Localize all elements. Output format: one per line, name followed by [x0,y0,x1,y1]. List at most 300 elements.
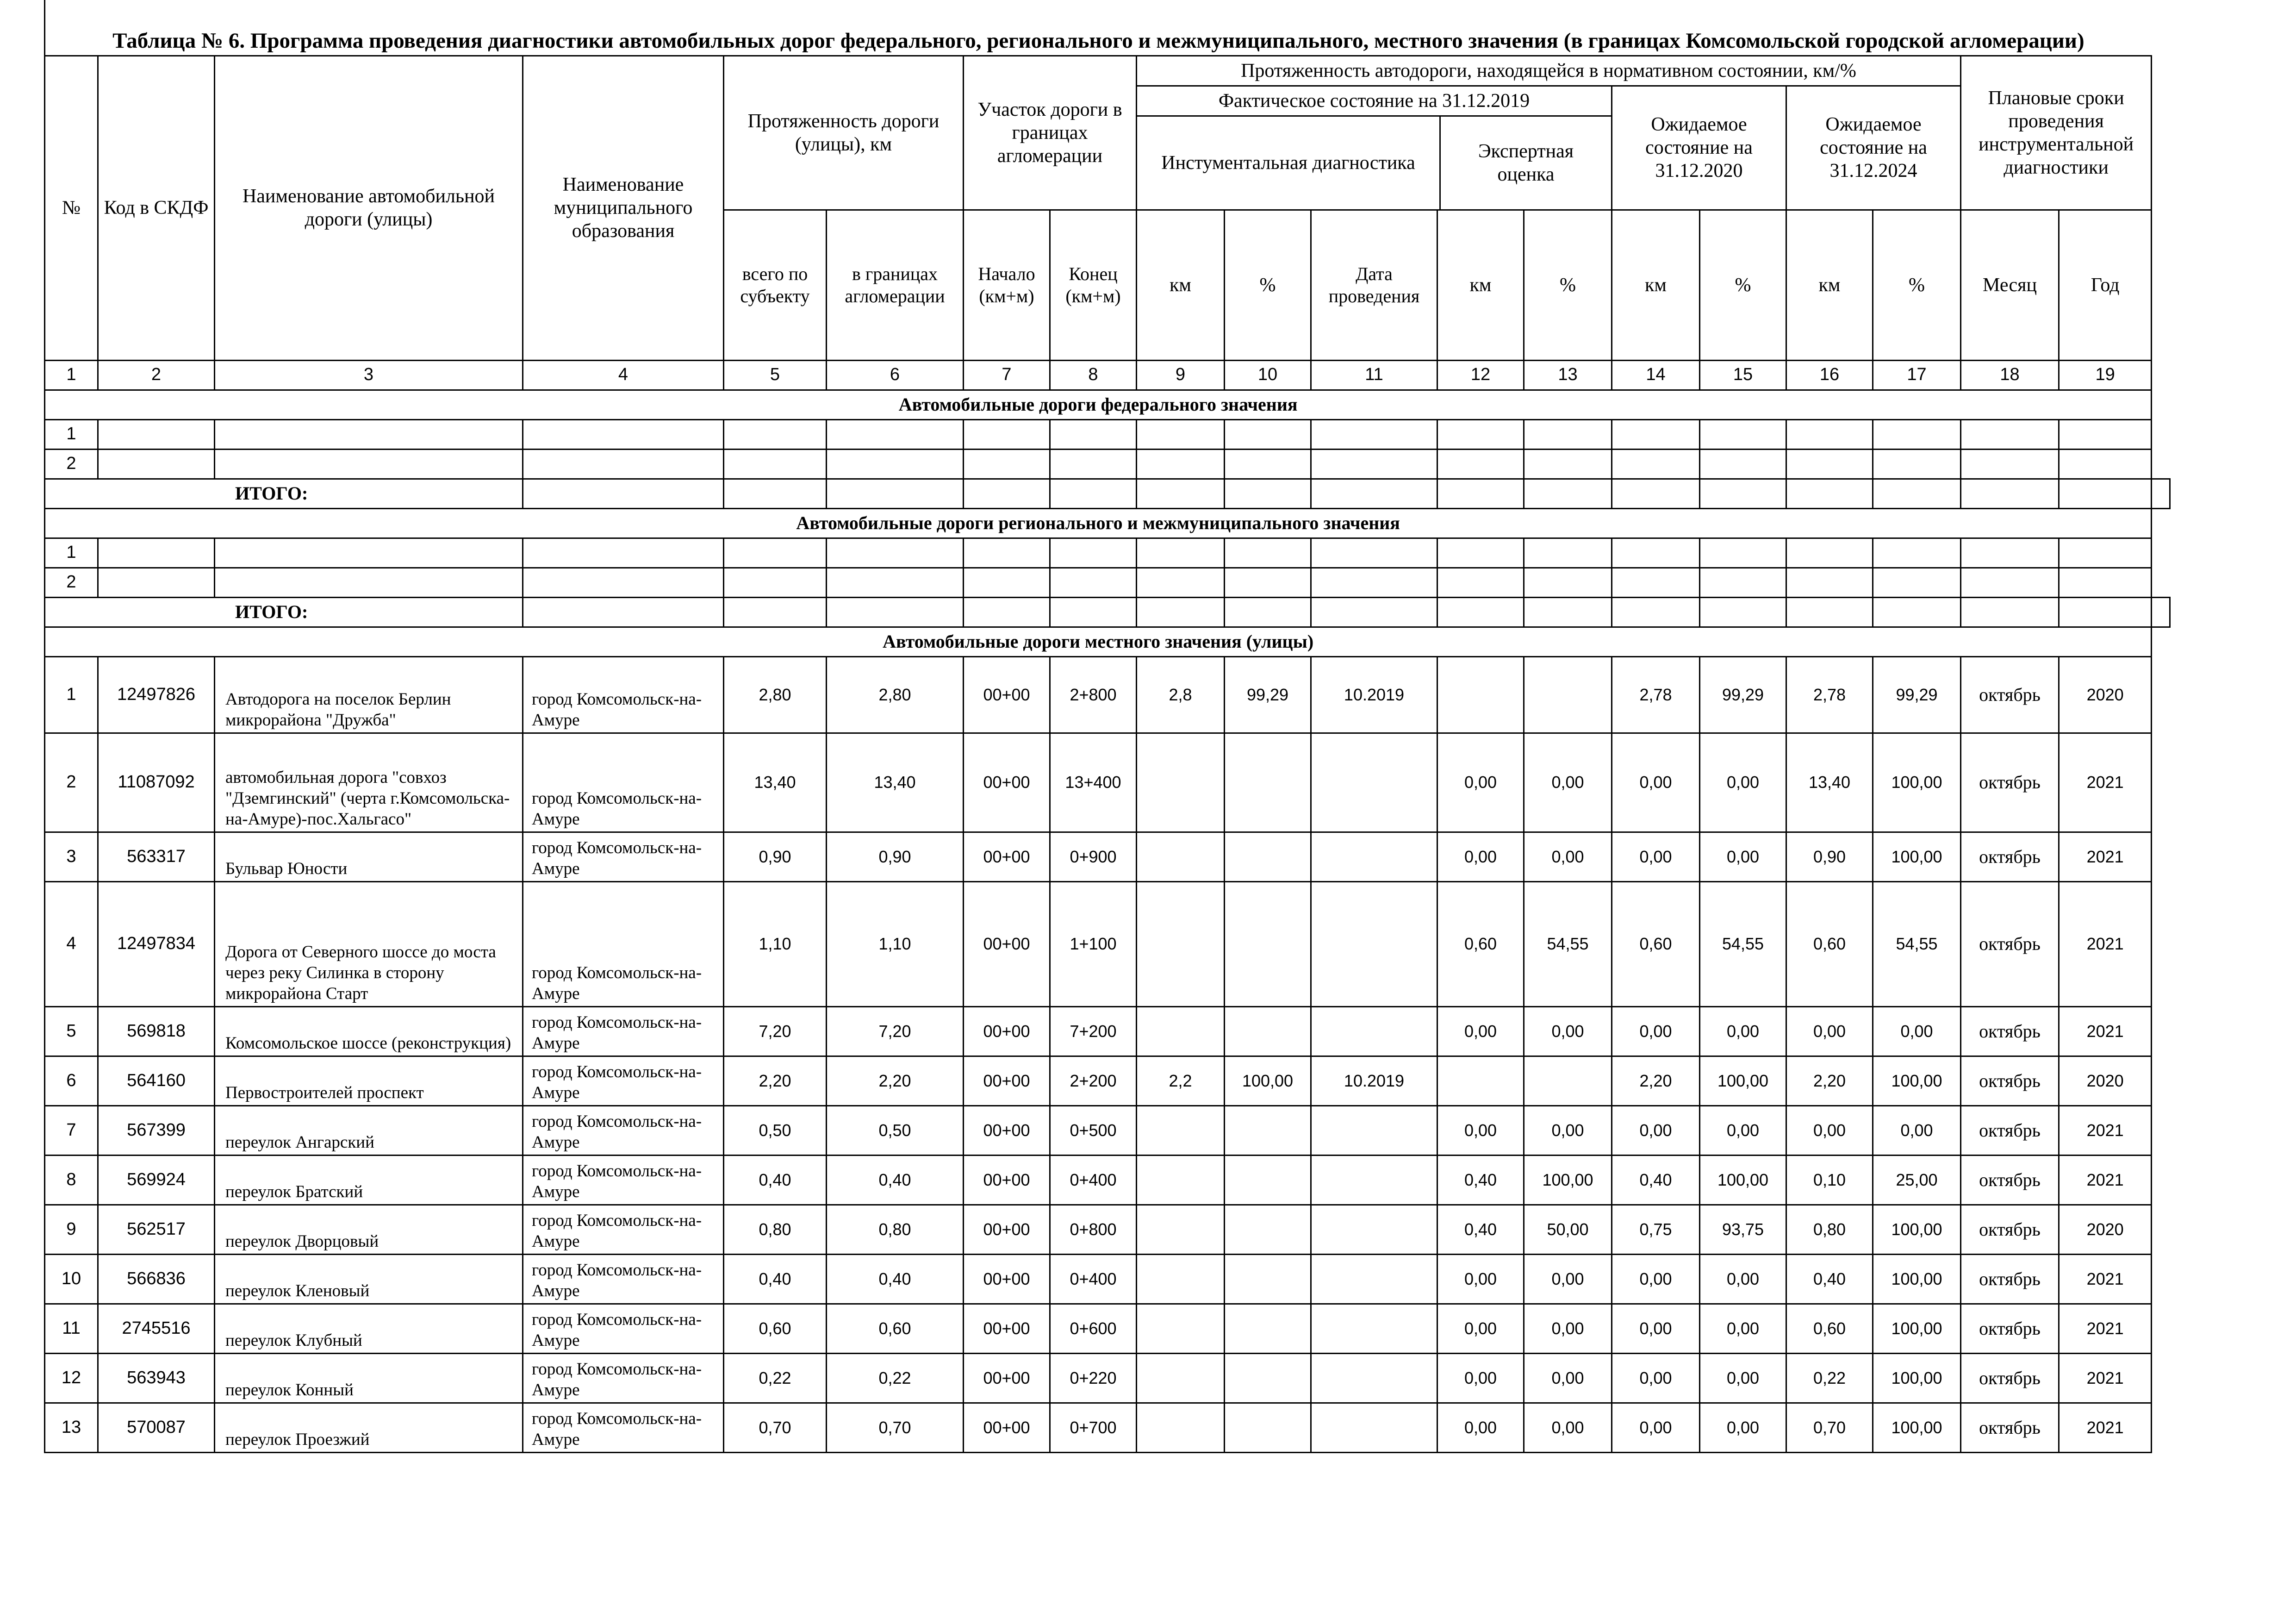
instrumental-pct [1225,733,1311,832]
planned-month: октябрь [1961,1205,2059,1254]
expected-2024-pct: 99,29 [1873,656,1961,733]
section-end: 0+500 [1050,1106,1137,1155]
instrumental-km [1137,1403,1225,1452]
section-start: 00+00 [964,733,1050,832]
diagnostic-date [1311,881,1437,1006]
expected-2020-km: 0,00 [1612,733,1700,832]
column-number: 12 [1437,360,1524,390]
expected-2020-pct: 100,00 [1700,1155,1786,1205]
planned-year: 2021 [2059,832,2152,881]
section-start: 00+00 [964,832,1050,881]
diagnostic-date [1311,1106,1437,1155]
expected-2024-pct: 100,00 [1873,1254,1961,1304]
expert-pct [1524,1056,1612,1106]
section-end: 7+200 [1050,1006,1137,1056]
length-total: 0,40 [724,1254,827,1304]
expert-pct: 0,00 [1524,1403,1612,1452]
total-label: ИТОГО: [45,479,523,508]
table-row [45,1254,2170,1304]
planned-year: 2021 [2059,1254,2152,1304]
road-name: Комсомольское шоссе (реконструкция) [215,1006,523,1056]
municipality: город Комсомольск-на-Амуре [523,1106,724,1155]
expert-km: 0,00 [1437,1106,1524,1155]
local-roads-body [45,656,2170,1452]
expert-pct: 0,00 [1524,1304,1612,1353]
municipality: город Комсомольск-на-Амуре [523,1353,724,1403]
row-number: 5 [45,1006,98,1056]
expected-2020-km: 0,00 [1612,1403,1700,1452]
total-row-federal [45,479,2170,508]
column-number: 19 [2059,360,2152,390]
row-number: 11 [45,1304,98,1353]
expected-2020-pct: 0,00 [1700,1006,1786,1056]
skdf-code: 563317 [98,832,215,881]
header-road-name: Наименование автомобильной дороги (улицы) [215,56,523,360]
length-agglomeration: 0,90 [827,832,964,881]
municipality: город Комсомольск-на-Амуре [523,1403,724,1452]
header-section: Участок дороги в границах агломерации [964,56,1137,210]
expected-2020-km: 0,00 [1612,1353,1700,1403]
skdf-code: 562517 [98,1205,215,1254]
municipality: город Комсомольск-на-Амуре [523,1304,724,1353]
header-expected-2020: Ожидаемое состояние на 31.12.2020 [1612,86,1786,210]
instrumental-pct [1225,881,1311,1006]
length-total: 0,70 [724,1403,827,1452]
expert-km: 0,00 [1437,1353,1524,1403]
expected-2020-km: 0,00 [1612,1106,1700,1155]
road-name: переулок Братский [215,1155,523,1205]
planned-year: 2021 [2059,1155,2152,1205]
expected-2020-km: 0,00 [1612,1006,1700,1056]
section-end: 1+100 [1050,881,1137,1006]
municipality: город Комсомольск-на-Амуре [523,1254,724,1304]
diagnostic-date: 10.2019 [1311,1056,1437,1106]
instrumental-pct: 100,00 [1225,1056,1311,1106]
length-agglomeration: 0,40 [827,1155,964,1205]
section-row-regional [45,508,2170,538]
planned-year: 2021 [2059,1403,2152,1452]
column-number: 7 [964,360,1050,390]
instrumental-km [1137,1106,1225,1155]
expected-2020-km: 0,75 [1612,1205,1700,1254]
road-name: переулок Проезжий [215,1403,523,1452]
section-start: 00+00 [964,1205,1050,1254]
section-start: 00+00 [964,1304,1050,1353]
length-agglomeration: 0,40 [827,1254,964,1304]
expert-km: 0,00 [1437,1254,1524,1304]
table-row [45,1006,2170,1056]
planned-month: октябрь [1961,1006,2059,1056]
column-number: 4 [523,360,724,390]
header-num: № [45,56,98,360]
expert-pct: 0,00 [1524,1006,1612,1056]
planned-month: октябрь [1961,1106,2059,1155]
instrumental-km [1137,1304,1225,1353]
section-row-federal [45,390,2170,419]
table-row [45,656,2170,733]
municipality: город Комсомольск-на-Амуре [523,1155,724,1205]
row-number: 9 [45,1205,98,1254]
skdf-code: 12497826 [98,656,215,733]
instrumental-km [1137,1353,1225,1403]
row-number: 2 [45,449,98,479]
expected-2024-pct: 100,00 [1873,1056,1961,1106]
header-normative: Протяженность автодороги, находящейся в нормативном состоянии, км/% [1137,56,1961,86]
planned-year: 2021 [2059,1006,2152,1056]
row-number: 10 [45,1254,98,1304]
expert-km: 0,00 [1437,832,1524,881]
row-number: 6 [45,1056,98,1106]
road-name: переулок Кленовый [215,1254,523,1304]
table-row [45,1353,2170,1403]
expected-2024-pct: 100,00 [1873,1353,1961,1403]
expected-2020-pct: 99,29 [1700,656,1786,733]
row-number: 13 [45,1403,98,1452]
road-name: автомобильная дорога "совхоз "Дземгинский" (черта г.Комсомольска-на-Амуре)-пос.Хальгасо" [215,733,523,832]
expected-2024-km: 0,60 [1786,881,1873,1006]
instrumental-km: 2,8 [1137,656,1225,733]
instrumental-km [1137,1006,1225,1056]
expected-2024-pct: 100,00 [1873,1205,1961,1254]
diagnostic-date [1311,1353,1437,1403]
expected-2020-pct: 0,00 [1700,733,1786,832]
road-name: Дорога от Северного шоссе до моста через реку Силинка в сторону микрорайона Старт [215,881,523,1006]
municipality: город Комсомольск-на-Амуре [523,1056,724,1106]
length-total: 13,40 [724,733,827,832]
instrumental-pct [1225,1106,1311,1155]
row-number: 4 [45,881,98,1006]
section-end: 0+400 [1050,1155,1137,1205]
header-total-subject: всего по субъекту [724,210,827,360]
municipality: город Комсомольск-на-Амуре [523,881,724,1006]
section-title-federal: Автомобильные дороги федерального значения [45,390,2152,419]
road-name: Первостроителей проспект [215,1056,523,1106]
diagnostic-date: 10.2019 [1311,656,1437,733]
row-number: 2 [45,568,98,597]
length-total: 2,20 [724,1056,827,1106]
expected-2024-km: 0,10 [1786,1155,1873,1205]
table-row [45,1205,2170,1254]
header-expected-2024: Ожидаемое состояние на 31.12.2024 [1786,86,1961,210]
expert-pct: 0,00 [1524,1106,1612,1155]
column-number: 10 [1225,360,1311,390]
skdf-code: 570087 [98,1403,215,1452]
planned-month: октябрь [1961,733,2059,832]
table-row [45,1304,2170,1353]
expected-2024-km: 0,40 [1786,1254,1873,1304]
municipality: город Комсомольск-на-Амуре [523,832,724,881]
header-planned: Плановые сроки проведения инструментальной диагностики [1961,56,2152,210]
header-km: км [1612,210,1700,360]
table-row [45,1403,2170,1452]
column-number: 9 [1137,360,1225,390]
row-number: 1 [45,538,98,568]
section-end: 0+900 [1050,832,1137,881]
table-row [45,1056,2170,1106]
diagnostic-date [1311,832,1437,881]
total-row-regional [45,597,2170,627]
section-title-regional: Автомобильные дороги регионального и межмуниципального значения [45,508,2152,538]
column-number: 14 [1612,360,1700,390]
expert-pct: 0,00 [1524,832,1612,881]
header-actual-group [1137,86,1612,210]
expected-2024-km: 0,70 [1786,1403,1873,1452]
total-label: ИТОГО: [45,597,523,627]
header-in-agglomeration: в границах агломерации [827,210,964,360]
table-row [45,1155,2170,1205]
column-number: 3 [215,360,523,390]
instrumental-pct [1225,1254,1311,1304]
column-number: 13 [1524,360,1612,390]
expert-km: 0,00 [1437,1006,1524,1056]
expert-km [1437,1056,1524,1106]
expected-2024-pct: 25,00 [1873,1155,1961,1205]
expert-km: 0,00 [1437,1403,1524,1452]
column-number: 18 [1961,360,2059,390]
expected-2024-km: 0,22 [1786,1353,1873,1403]
column-number: 5 [724,360,827,390]
skdf-code: 564160 [98,1056,215,1106]
row-number: 1 [45,656,98,733]
diagnostic-date [1311,1403,1437,1452]
skdf-code: 563943 [98,1353,215,1403]
expected-2020-pct: 0,00 [1700,1304,1786,1353]
column-number: 8 [1050,360,1137,390]
expected-2020-pct: 100,00 [1700,1056,1786,1106]
expert-km [1437,656,1524,733]
length-total: 0,50 [724,1106,827,1155]
section-end: 13+400 [1050,733,1137,832]
section-start: 00+00 [964,881,1050,1006]
expected-2024-pct: 100,00 [1873,1403,1961,1452]
section-start: 00+00 [964,1403,1050,1452]
expected-2020-pct: 0,00 [1700,832,1786,881]
skdf-code: 2745516 [98,1304,215,1353]
instrumental-pct: 99,29 [1225,656,1311,733]
document-sheet [44,0,2171,1453]
title-row [45,0,2170,56]
header-year: Год [2059,210,2152,360]
planned-year: 2021 [2059,881,2152,1006]
header-km: км [1137,210,1225,360]
table-row [45,832,2170,881]
section-end: 0+800 [1050,1205,1137,1254]
row-number: 7 [45,1106,98,1155]
length-agglomeration: 13,40 [827,733,964,832]
column-number: 11 [1311,360,1437,390]
section-end: 0+700 [1050,1403,1137,1452]
diagnostic-date [1311,1155,1437,1205]
expected-2024-pct: 54,55 [1873,881,1961,1006]
instrumental-km [1137,1155,1225,1205]
instrumental-km [1137,1254,1225,1304]
expected-2024-pct: 100,00 [1873,832,1961,881]
planned-year: 2020 [2059,1205,2152,1254]
header-km: км [1437,210,1524,360]
row-number: 2 [45,733,98,832]
planned-year: 2021 [2059,1106,2152,1155]
planned-month: октябрь [1961,1155,2059,1205]
length-agglomeration: 1,10 [827,881,964,1006]
expected-2024-km: 13,40 [1786,733,1873,832]
header-pct: % [1700,210,1786,360]
planned-month: октябрь [1961,1254,2059,1304]
column-number: 2 [98,360,215,390]
instrumental-pct [1225,1353,1311,1403]
section-start: 00+00 [964,1353,1050,1403]
expected-2024-km: 0,80 [1786,1205,1873,1254]
expert-pct [1524,656,1612,733]
length-agglomeration: 7,20 [827,1006,964,1056]
length-agglomeration: 2,20 [827,1056,964,1106]
column-number: 16 [1786,360,1873,390]
road-name: переулок Клубный [215,1304,523,1353]
instrumental-km [1137,1205,1225,1254]
expected-2024-pct: 100,00 [1873,733,1961,832]
header-date: Дата проведения [1311,210,1437,360]
instrumental-pct [1225,832,1311,881]
length-total: 2,80 [724,656,827,733]
row-number: 1 [45,419,98,449]
road-name: Автодорога на поселок Берлин микрорайона "Дружба" [215,656,523,733]
table-row [45,733,2170,832]
planned-year: 2021 [2059,1353,2152,1403]
skdf-code: 567399 [98,1106,215,1155]
row-number: 12 [45,1353,98,1403]
planned-month: октябрь [1961,881,2059,1006]
expert-km: 0,00 [1437,1304,1524,1353]
section-end: 0+400 [1050,1254,1137,1304]
section-row-local [45,627,2170,656]
skdf-code: 566836 [98,1254,215,1304]
column-number: 1 [45,360,98,390]
header-pct: % [1225,210,1311,360]
expected-2024-km: 2,20 [1786,1056,1873,1106]
section-end: 0+600 [1050,1304,1137,1353]
length-total: 7,20 [724,1006,827,1056]
expected-2024-km: 2,78 [1786,656,1873,733]
expected-2020-km: 0,00 [1612,832,1700,881]
section-start: 00+00 [964,1006,1050,1056]
header-actual: Фактическое состояние на 31.12.2019 [1137,87,1611,117]
empty-row [45,538,2170,568]
diagnostics-table [44,0,2171,1453]
length-agglomeration: 0,80 [827,1205,964,1254]
expected-2020-km: 0,00 [1612,1254,1700,1304]
instrumental-pct [1225,1006,1311,1056]
expert-pct: 0,00 [1524,1353,1612,1403]
planned-year: 2020 [2059,656,2152,733]
skdf-code: 11087092 [98,733,215,832]
expert-km: 0,60 [1437,881,1524,1006]
length-agglomeration: 0,50 [827,1106,964,1155]
expected-2020-km: 2,78 [1612,656,1700,733]
skdf-code: 12497834 [98,881,215,1006]
header-length: Протяженность дороги (улицы), км [724,56,964,210]
length-total: 0,40 [724,1155,827,1205]
empty-row [45,449,2170,479]
municipality: город Комсомольск-на-Амуре [523,656,724,733]
expert-pct: 0,00 [1524,733,1612,832]
instrumental-km [1137,832,1225,881]
expected-2024-km: 0,90 [1786,832,1873,881]
expected-2020-pct: 0,00 [1700,1106,1786,1155]
empty-row [45,568,2170,597]
section-end: 0+220 [1050,1353,1137,1403]
table-row [45,881,2170,1006]
municipality: город Комсомольск-на-Амуре [523,733,724,832]
planned-month: октябрь [1961,832,2059,881]
header-month: Месяц [1961,210,2059,360]
length-agglomeration: 0,70 [827,1403,964,1452]
section-title-local: Автомобильные дороги местного значения (улицы) [45,627,2152,656]
header-row-1 [45,56,2170,86]
expert-km: 0,40 [1437,1205,1524,1254]
section-start: 00+00 [964,1254,1050,1304]
expected-2024-km: 0,60 [1786,1304,1873,1353]
section-start: 00+00 [964,1056,1050,1106]
diagnostic-date [1311,1006,1437,1056]
header-start: Начало (км+м) [964,210,1050,360]
planned-month: октябрь [1961,1304,2059,1353]
length-total: 1,10 [724,881,827,1006]
header-expert: Экспертная оценка [1478,140,1574,185]
length-agglomeration: 0,22 [827,1353,964,1403]
skdf-code: 569818 [98,1006,215,1056]
header-end: Конец (км+м) [1050,210,1137,360]
header-pct: % [1524,210,1612,360]
empty-row [45,419,2170,449]
road-name: переулок Ангарский [215,1106,523,1155]
row-number: 3 [45,832,98,881]
instrumental-pct [1225,1304,1311,1353]
expert-km: 0,00 [1437,733,1524,832]
planned-month: октябрь [1961,1056,2059,1106]
header-instrumental: Инстументальная диагностика [1137,117,1441,209]
length-total: 0,80 [724,1205,827,1254]
diagnostic-date [1311,1254,1437,1304]
expected-2020-pct: 0,00 [1700,1403,1786,1452]
expected-2020-pct: 54,55 [1700,881,1786,1006]
instrumental-pct [1225,1205,1311,1254]
instrumental-pct [1225,1403,1311,1452]
section-end: 2+800 [1050,656,1137,733]
row-number: 8 [45,1155,98,1205]
expected-2024-km: 0,00 [1786,1006,1873,1056]
table-title: Таблица № 6. Программа проведения диагностики автомобильных дорог федерального, регионального и межмуниципального, местного значения (в границах Комсомольской городской агломерации) [45,0,2152,56]
instrumental-km [1137,881,1225,1006]
expert-pct: 54,55 [1524,881,1612,1006]
expected-2024-km: 0,00 [1786,1106,1873,1155]
length-total: 0,90 [724,832,827,881]
municipality: город Комсомольск-на-Амуре [523,1006,724,1056]
expert-km: 0,40 [1437,1155,1524,1205]
column-number: 15 [1700,360,1786,390]
expected-2020-km: 0,40 [1612,1155,1700,1205]
table-row [45,1106,2170,1155]
planned-month: октябрь [1961,1403,2059,1452]
planned-year: 2021 [2059,1304,2152,1353]
skdf-code: 569924 [98,1155,215,1205]
road-name: Бульвар Юности [215,832,523,881]
expected-2020-pct: 0,00 [1700,1353,1786,1403]
expert-pct: 100,00 [1524,1155,1612,1205]
length-total: 0,60 [724,1304,827,1353]
expected-2020-pct: 93,75 [1700,1205,1786,1254]
column-number: 17 [1873,360,1961,390]
expected-2024-pct: 0,00 [1873,1106,1961,1155]
section-start: 00+00 [964,656,1050,733]
